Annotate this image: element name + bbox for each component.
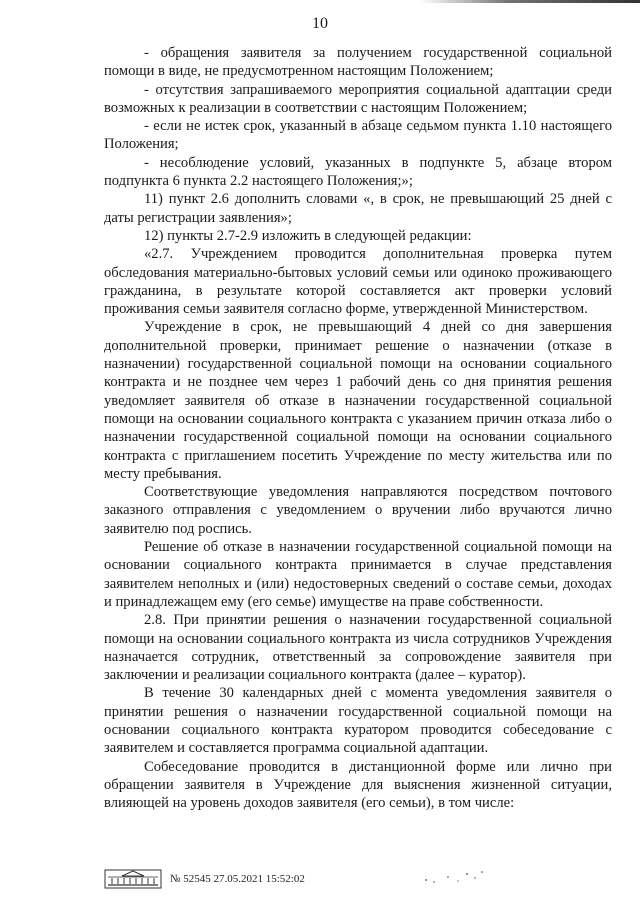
registration-number: № 52545 27.05.2021 15:52:02 bbox=[170, 873, 305, 885]
paragraph: 2.8. При принятии решения о назначении государственной социальной помощи на основании социального контракта из числа сотрудников Учреждения назначается сотрудник, ответственный за сопровождение заявителя при заключении и реализации социального контракта (далее – куратор). bbox=[104, 612, 612, 684]
paragraph: - несоблюдение условий, указанных в подпункте 5, абзаце втором подпункта 6 пункта 2.2 настоящего Положения;»; bbox=[104, 154, 612, 190]
scan-noise bbox=[420, 868, 500, 888]
paragraph: В течение 30 календарных дней с момента уведомления заявителя о принятии решения о назначении государственной социальной помощи на основании социального контракта куратором проводится собеседование с заявителем и составляется программа социальной адаптации. bbox=[104, 685, 612, 757]
paragraph: Собеседование проводится в дистанционной форме или лично при обращении заявителя в Учреждение для выяснения жизненной ситуации, влияющей на уровень доходов заявителя (его семьи), в том числе: bbox=[104, 758, 612, 812]
scan-edge-artifact bbox=[420, 0, 640, 3]
paragraph: «2.7. Учреждением проводится дополнительная проверка путем обследования материально-бытовых условий семьи или одиноко проживающего гражданина, в результате которой составляется акт проверки условий проживания семьи заявителя согласно форме, утвержденной Министерством. bbox=[104, 246, 612, 318]
paragraph: 12) пункты 2.7-2.9 изложить в следующей редакции: bbox=[144, 227, 472, 244]
paragraph: - отсутствия запрашиваемого мероприятия социальной адаптации среди возможных к реализации в соответствии с настоящим Положением; bbox=[104, 81, 612, 116]
building-emblem-icon bbox=[104, 869, 162, 889]
registration-footer bbox=[104, 868, 305, 890]
paragraph: - если не истек срок, указанный в абзаце седьмом пункта 1.10 настоящего Положения; bbox=[104, 118, 612, 153]
paragraph: Учреждение в срок, не превышающий 4 дней со дня завершения дополнительной проверки, принимает решение о назначении (отказе в назначении) государственной социальной помощи на основании социального контракта и не позднее чем через 1 рабочий день со дня принятия решения уведомляет заявителя об отказе в назначении государственной социальной помощи на основании социального контракта с указанием причин отказа либо о назначении государственной социальной помощи на основании социального контракта с приглашением посетить Учреждение по месту жительства или по месту пребывания. bbox=[104, 319, 612, 482]
paragraph: - обращения заявителя за получением государственной социальной помощи в виде, не предусмотренном настоящим Положением; bbox=[104, 45, 612, 80]
paragraph: 11) пункт 2.6 дополнить словами «, в срок, не превышающий 25 дней с даты регистрации заявления»; bbox=[104, 191, 612, 226]
page-number: 10 bbox=[312, 15, 328, 32]
paragraph: Соответствующие уведомления направляются посредством почтового заказного отправления с уведомлением о вручении либо вручаются лично заявителю под роспись. bbox=[104, 484, 612, 537]
paragraph: Решение об отказе в назначении государственной социальной помощи на основании социального контракта принимается в случае представления заявителем неполных и (или) недостоверных сведений о составе семьи, доходах и принадлежащем ему (его семье) имуществе на праве собственности. bbox=[104, 539, 612, 610]
document-body bbox=[104, 44, 612, 812]
